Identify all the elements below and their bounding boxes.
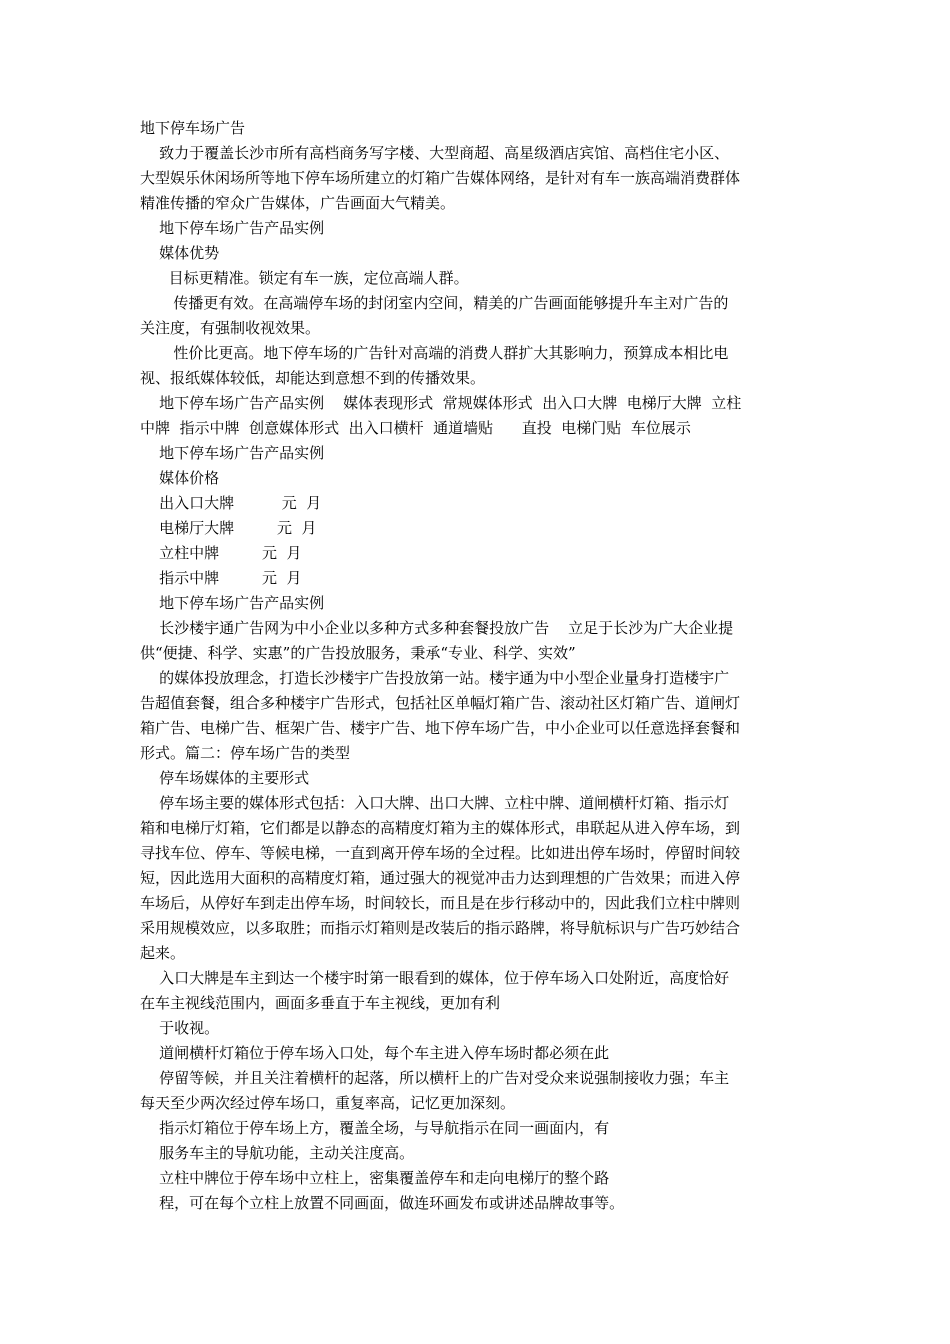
- text-line: 大型娱乐休闲场所等地下停车场所建立的灯箱广告媒体网络，是针对有车一族高端消费群体: [140, 169, 741, 187]
- text-line: 致力于覆盖长沙市所有高档商务写字楼、大型商超、高星级酒店宾馆、高档住宅小区、: [140, 144, 730, 162]
- text-line: 电梯厅大牌 元 月: [140, 519, 317, 537]
- text-line: 的媒体投放理念，打造长沙楼宇广告投放第一站。楼宇通为中小型企业量身打造楼宇广: [140, 669, 730, 687]
- text-line: 形式。篇二：停车场广告的类型: [140, 744, 351, 762]
- text-line: 程，可在每个立柱上放置不同画面，做连环画发布或讲述品牌故事等。: [140, 1194, 625, 1212]
- text-line: 箱广告、电梯广告、框架广告、楼宇广告、地下停车场广告，中小企业可以任意选择套餐和: [140, 719, 741, 737]
- document-title: 地下停车场广告: [140, 119, 246, 137]
- document-body: [140, 116, 812, 1216]
- text-line: 性价比更高。地下停车场的广告针对高端的消费人群扩大其影响力，预算成本相比电: [140, 344, 729, 362]
- text-line: 停留等候，并且关注着横杆的起落，所以横杆上的广告对受众来说强制接收力强；车主: [140, 1069, 730, 1087]
- text-line: 停车场主要的媒体形式包括：入口大牌、出口大牌、立柱中牌、道闸横杆灯箱、指示灯: [140, 794, 730, 812]
- text-line: 入口大牌是车主到达一个楼宇时第一眼看到的媒体，位于停车场入口处附近，高度恰好: [140, 969, 730, 987]
- text-line: 指示中牌 元 月: [140, 569, 302, 587]
- text-line: 立柱中牌位于停车场中立柱上，密集覆盖停车和走向电梯厅的整个路: [140, 1169, 610, 1187]
- text-line: 箱和电梯厅灯箱，它们都是以静态的高精度灯箱为主的媒体形式，串联起从进入停车场，到: [140, 819, 741, 837]
- text-line: 供“便捷、科学、实惠”的广告投放服务，秉承“专业、科学、实效”: [140, 644, 576, 662]
- text-line: 立柱中牌 元 月: [140, 544, 302, 562]
- text-line: 媒体优势: [140, 244, 220, 262]
- text-line: 中牌 指示中牌 创意媒体形式 出入口横杆 通道墙贴 直投 电梯门贴 车位展示: [140, 419, 691, 437]
- text-line: 媒体价格: [140, 469, 220, 487]
- text-line: 视、报纸媒体较低，却能达到意想不到的传播效果。: [140, 369, 486, 387]
- text-line: 精准传播的窄众广告媒体，广告画面大气精美。: [140, 194, 456, 212]
- text-line: 地下停车场广告产品实例: [140, 444, 325, 462]
- text-line: 长沙楼宇通广告网为中小企业以多种方式多种套餐投放广告 立足于长沙为广大企业提: [140, 619, 734, 637]
- text-line: 地下停车场广告产品实例 媒体表现形式 常规媒体形式 出入口大牌 电梯厅大牌 立柱: [140, 394, 742, 412]
- text-line: 短，因此选用大面积的高精度灯箱，通过强大的视觉冲击力达到理想的广告效果；而进入停: [140, 869, 741, 887]
- text-line: 每天至少两次经过停车场口，重复率高，记忆更加深刻。: [140, 1094, 516, 1112]
- text-line: 服务车主的导航功能，主动关注度高。: [140, 1144, 415, 1162]
- text-line: 停车场媒体的主要形式: [140, 769, 310, 787]
- text-line: 起来。: [140, 944, 186, 962]
- text-line: 在车主视线范围内，画面多垂直于车主视线，更加有利: [140, 994, 501, 1012]
- text-line: 指示灯箱位于停车场上方，覆盖全场，与导航指示在同一画面内，有: [140, 1119, 610, 1137]
- text-line: 目标更精准。锁定有车一族，定位高端人群。: [140, 269, 469, 287]
- text-line: 车场后，从停好车到走出停车场，时间较长，而且是在步行移动中的，因此我们立柱中牌则: [140, 894, 741, 912]
- text-line: 告超值套餐，组合多种楼宇广告形式，包括社区单幅灯箱广告、滚动社区灯箱广告、道闸灯: [140, 694, 741, 712]
- text-line: 道闸横杆灯箱位于停车场入口处，每个车主进入停车场时都必须在此: [140, 1044, 610, 1062]
- text-line: 地下停车场广告产品实例: [140, 219, 325, 237]
- text-line: 寻找车位、停车、等候电梯，一直到离开停车场的全过程。比如进出停车场时，停留时间较: [140, 844, 741, 862]
- text-line: 出入口大牌 元 月: [140, 494, 322, 512]
- text-line: 于收视。: [140, 1019, 220, 1037]
- text-line: 地下停车场广告产品实例: [140, 594, 325, 612]
- text-line: 关注度，有强制收视效果。: [140, 319, 321, 337]
- text-line: 传播更有效。在高端停车场的封闭室内空间，精美的广告画面能够提升车主对广告的: [140, 294, 729, 312]
- text-line: 采用规模效应，以多取胜；而指示灯箱则是改装后的指示路牌，将导航标识与广告巧妙结合: [140, 919, 741, 937]
